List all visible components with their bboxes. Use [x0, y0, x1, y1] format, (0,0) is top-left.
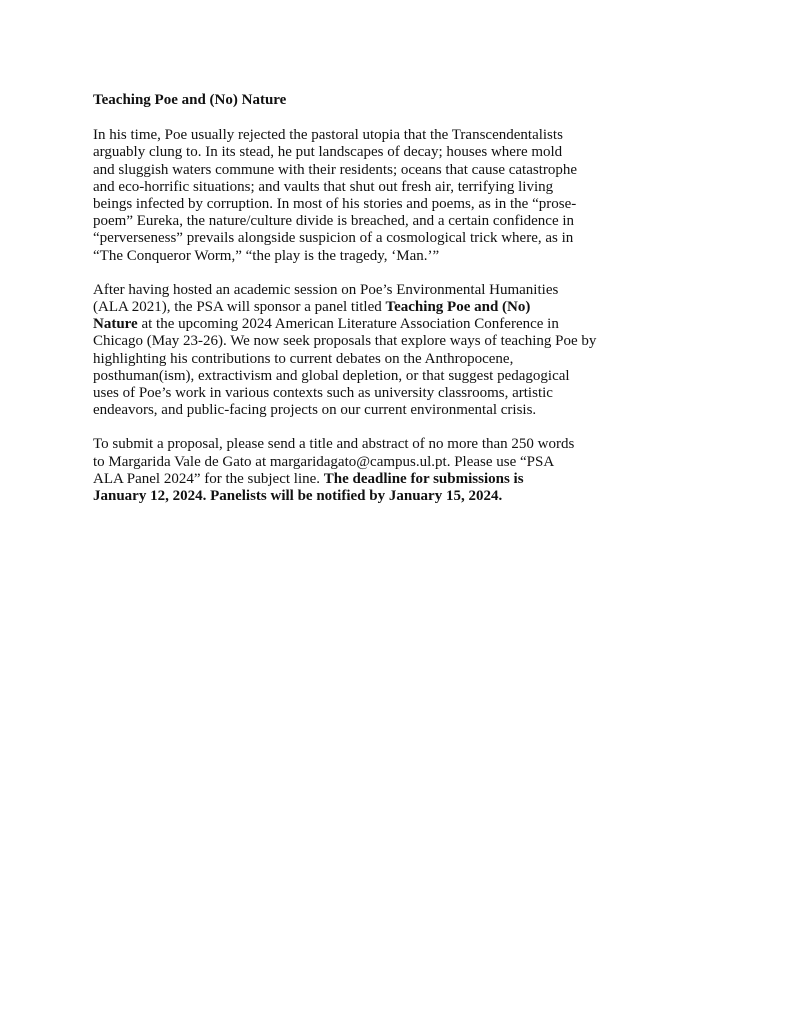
text-line: To submit a proposal, please send a title and abstract of no more than 250 words — [93, 436, 575, 453]
text-line: “perverseness” prevails alongside suspicion of a cosmological trick where, as in — [93, 230, 574, 247]
text-line — [93, 299, 633, 316]
paragraph-submission-info — [93, 436, 633, 505]
text-line: uses of Poe’s work in various contexts such as university classrooms, artistic — [93, 385, 553, 402]
text-segment: ALA Panel 2024” for the subject line. — [93, 470, 324, 487]
panel-title-bold: Nature — [93, 316, 138, 333]
text-line: and eco-horrific situations; and vaults that shut out fresh air, terrifying living — [93, 178, 554, 195]
paragraph-introduction — [93, 127, 633, 265]
text-segment: at the upcoming 2024 American Literature Association Conference in — [137, 316, 559, 333]
paragraph-panel-description — [93, 282, 633, 420]
deadline-bold: The deadline for submissions is — [323, 470, 524, 487]
text-line — [93, 471, 633, 488]
text-line: In his time, Poe usually rejected the pastoral utopia that the Transcendentalists — [93, 127, 563, 144]
text-line: and sluggish waters commune with their residents; oceans that cause catastrophe — [93, 161, 578, 178]
text-line: endeavors, and public-facing projects on our current environmental crisis. — [93, 402, 537, 419]
text-line: poem” Eureka, the nature/culture divide is breached, and a certain confidence in — [93, 213, 575, 230]
text-line: “The Conqueror Worm,” “the play is the tragedy, ‘Man.’” — [93, 247, 440, 264]
text-line: beings infected by corruption. In most of his stories and poems, as in the “prose- — [93, 196, 577, 213]
text-line: arguably clung to. In its stead, he put landscapes of decay; houses where mold — [93, 144, 563, 161]
text-line: posthuman(ism), extractivism and global depletion, or that suggest pedagogical — [93, 367, 570, 384]
document-body — [93, 92, 633, 522]
panel-title-bold: Teaching Poe and (No) — [385, 299, 531, 316]
text-line — [93, 488, 633, 505]
document-title: Teaching Poe and (No) Nature — [93, 92, 287, 108]
text-line — [93, 316, 633, 333]
deadline-bold: January 12, 2024. Panelists will be notified by January 15, 2024. — [93, 488, 503, 505]
text-line: After having hosted an academic session on Poe’s Environmental Humanities — [93, 281, 559, 298]
text-line: to Margarida Vale de Gato at margaridagato@campus.ul.pt. Please use “PSA — [93, 453, 555, 470]
text-line: Chicago (May 23-26). We now seek proposals that explore ways of teaching Poe by — [93, 333, 597, 350]
text-line: highlighting his contributions to current debates on the Anthropocene, — [93, 350, 514, 367]
text-segment: (ALA 2021), the PSA will sponsor a panel titled — [93, 299, 386, 316]
